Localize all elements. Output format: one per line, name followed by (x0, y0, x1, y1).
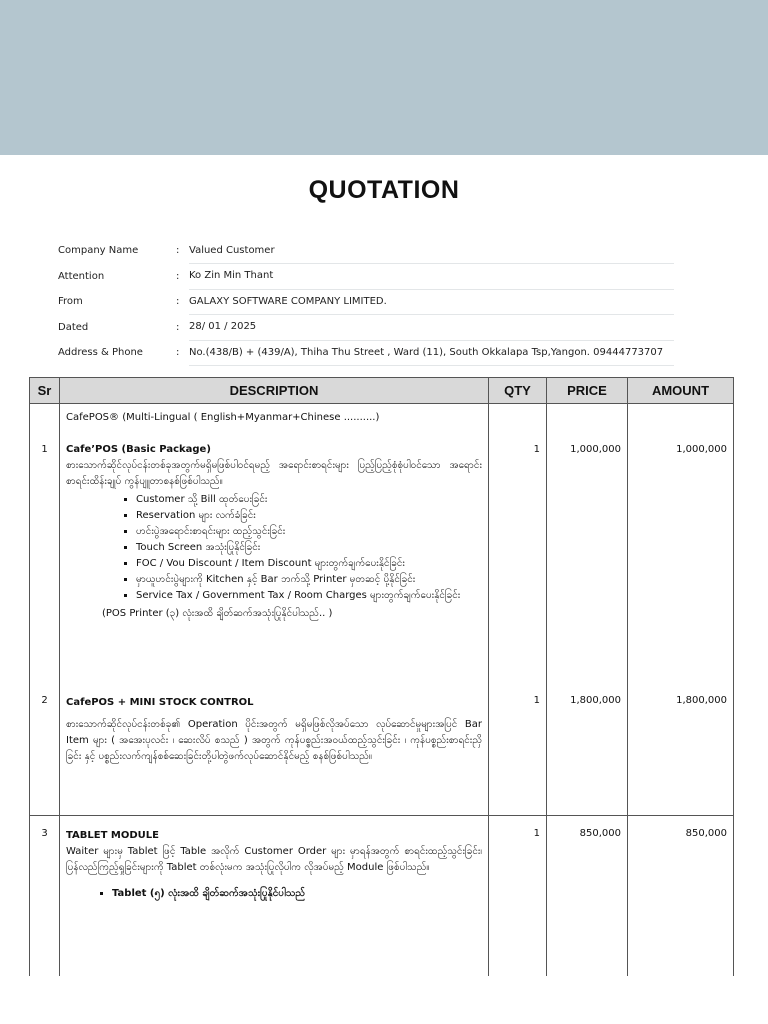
list-item: ▪ Tablet (၅) လုံးအထိ ချိတ်ဆက်အသုံးပြုနိုင်ပါသည် (112, 886, 482, 902)
row-amount: 1,000,000 (628, 404, 734, 691)
row-amount: 1,800,000 (628, 691, 734, 816)
info-colon: : (176, 270, 180, 282)
list-item: ▪ Customer သို့ Bill ထုတ်ပေးခြင်း (136, 492, 482, 508)
header-sr: Sr (30, 378, 60, 404)
info-label: From (58, 296, 83, 308)
info-label: Dated (58, 321, 89, 333)
row-qty: 1 (489, 816, 547, 976)
info-colon: : (176, 296, 180, 308)
info-colon: : (176, 245, 180, 257)
info-row-from (58, 289, 674, 315)
list-item: ▪ Service Tax / Government Tax / Room Charges များတွက်ချက်ပေးနိုင်ခြင်း (136, 588, 482, 604)
info-row-dated (58, 315, 674, 341)
row-description (60, 691, 489, 816)
info-value-company: Valued Customer (189, 238, 674, 265)
item-body: စားသောက်ဆိုင်လုပ်ငန်းတစ်ခုအတွက်မရှိမဖြစ်ပါဝင်ရမည့် အရောင်းစာရင်းများ ပြည့်ပြည့်စုံစုံပါဝင်သော အရောင်းစာရင်းထိန်းချုပ် ကွန်ပျူတာစနစ်ဖြစ်ပါသည်။ (66, 460, 482, 487)
info-colon: : (176, 347, 180, 359)
row-description (60, 816, 489, 976)
quotation-table (29, 377, 734, 976)
item-body: Waiter များမှ Tablet ဖြင့် Table အလိုက် Customer Order များ မှာရန်အတွက် စာရင်းထည့်သွင်းခြင်း၊ ပြန်လည်ကြည့်ရှုခြင်းများကို Tablet တစ်လုံးမက အသုံးပြုလိုပါက လိုအပ်မည့် Module ဖြစ်ပါသည်။ (66, 846, 482, 873)
header-price: PRICE (547, 378, 628, 404)
info-label: Address & Phone (58, 347, 143, 359)
info-block (58, 238, 674, 366)
info-value-attention: Ko Zin Min Thant (189, 263, 674, 290)
row-sr: 2 (30, 691, 60, 816)
row-description (60, 404, 489, 691)
list-item: ▪ Touch Screen အသုံးပြုနိုင်ခြင်း (136, 540, 482, 556)
list-item: ▪ Reservation များ လက်ခံခြင်း (136, 508, 482, 524)
header-banner (0, 0, 768, 155)
product-intro: CafePOS® (Multi-Lingual ( English+Myanmar+Chinese ..........) (66, 412, 380, 423)
info-value-from: GALAXY SOFTWARE COMPANY LIMITED. (189, 289, 674, 316)
row-sr: 1 (30, 404, 60, 691)
row-price: 850,000 (547, 816, 628, 976)
header-description: DESCRIPTION (60, 378, 489, 404)
info-row-attention (58, 264, 674, 290)
info-value-dated: 28/ 01 / 2025 (189, 314, 674, 341)
info-label: Company Name (58, 245, 139, 257)
info-row-address (58, 340, 674, 366)
table-row (30, 691, 734, 816)
info-row-company (58, 238, 674, 264)
item-title: TABLET MODULE (66, 830, 159, 841)
feature-list (66, 492, 482, 604)
table-row (30, 404, 734, 691)
row-sr: 3 (30, 816, 60, 976)
item-title: Cafe’POS (Basic Package) (66, 444, 211, 455)
table-header-row (30, 378, 734, 404)
info-colon: : (176, 321, 180, 333)
printer-note: (POS Printer (၃) လုံးအထိ ချိတ်ဆက်အသုံးပြုနိုင်ပါသည်.. ) (102, 608, 333, 619)
row-qty: 1 (489, 404, 547, 691)
item-title: CafePOS + MINI STOCK CONTROL (66, 696, 254, 708)
info-value-address: No.(438/B) + (439/A), Thiha Thu Street , Ward (11), South Okkalapa Tsp,Yangon. 09444773707 (189, 340, 674, 367)
row-qty: 1 (489, 691, 547, 816)
row-amount: 850,000 (628, 816, 734, 976)
header-qty: QTY (489, 378, 547, 404)
header-amount: AMOUNT (628, 378, 734, 404)
info-label: Attention (58, 270, 105, 282)
row-price: 1,800,000 (547, 691, 628, 816)
table-row (30, 816, 734, 976)
list-item: ▪ မှာယူဟင်းပွဲများကို Kitchen နှင့် Bar ဘက်သို့ Printer မှတဆင့် ပို့နိုင်ခြင်း (136, 572, 482, 588)
list-item: ▪ ဟင်းပွဲအရောင်းစာရင်းများ ထည့်သွင်းခြင်း (136, 524, 482, 540)
row-price: 1,000,000 (547, 404, 628, 691)
list-item: ▪ FOC / Vou Discount / Item Discount များတွက်ချက်ပေးနိုင်ခြင်း (136, 556, 482, 572)
item-body: စားသောက်ဆိုင်လုပ်ငန်းတစ်ခု၏ Operation ပိုင်းအတွက် မရှိမဖြစ်လိုအပ်သော လုပ်ဆောင်မှုများအပြင် Bar Item များ ( အအေးပုလင်း ၊ ဆေးလိပ် စသည် ) အတွက် ကုန်ပစ္စည်းအဝယ်ထည့်သွင်းခြင်း ၊ ကုန်ပစ္စည်းစာရင်းညှိခြင်း နှင့် ပစ္စည်းလက်ကျန်စစ်ဆေးခြင်းတို့ပါတွဲဖက်လုပ်ဆောင်နိုင်မည့် စနစ်ဖြစ်ပါသည်။ (66, 718, 482, 762)
tablet-list (66, 886, 482, 902)
page-title: QUOTATION (308, 176, 460, 204)
